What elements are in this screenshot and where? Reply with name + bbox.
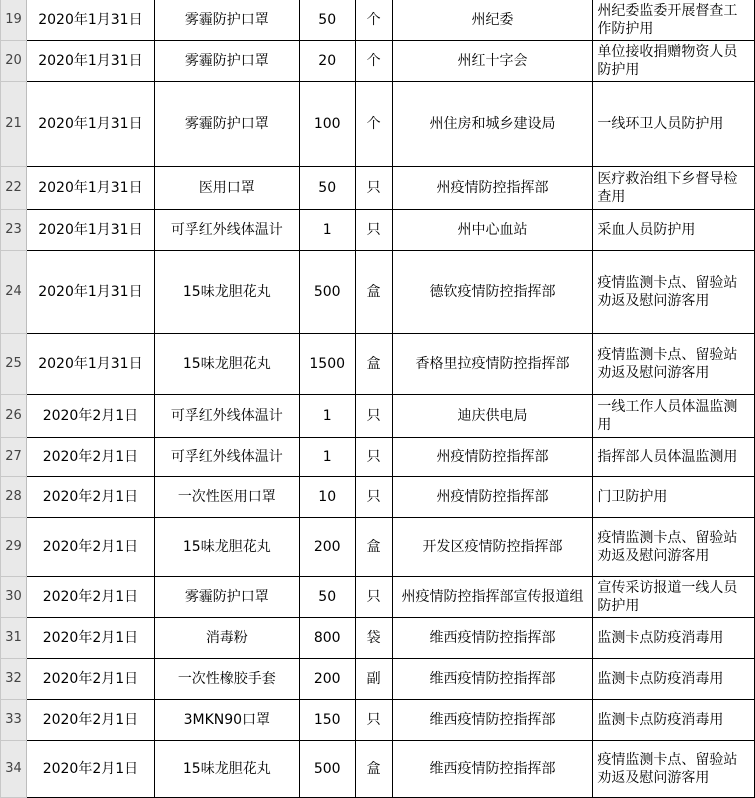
recipient-cell[interactable]: 州疫情防控指挥部 [392, 477, 593, 518]
quantity-cell[interactable]: 50 [299, 167, 355, 210]
quantity-cell[interactable]: 200 [299, 659, 355, 700]
date-cell[interactable]: 2020年1月31日 [26, 334, 154, 395]
recipient-cell[interactable]: 维西疫情防控指挥部 [392, 741, 593, 798]
date-cell[interactable]: 2020年2月1日 [26, 577, 154, 618]
recipient-cell[interactable]: 州住房和城乡建设局 [392, 82, 593, 167]
table-row [1, 82, 755, 167]
purpose-cell[interactable]: 宣传采访报道一线人员防护用 [593, 577, 755, 618]
table-row [1, 167, 755, 210]
row-number[interactable]: 19 [1, 0, 27, 41]
date-cell[interactable]: 2020年1月31日 [26, 210, 154, 251]
row-number[interactable]: 21 [1, 82, 27, 167]
unit-cell[interactable]: 副 [355, 659, 392, 700]
date-cell[interactable]: 2020年2月1日 [26, 700, 154, 741]
purpose-cell[interactable]: 监测卡点防疫消毒用 [593, 618, 755, 659]
unit-cell[interactable]: 盒 [355, 518, 392, 577]
date-cell[interactable]: 2020年1月31日 [26, 82, 154, 167]
recipient-cell[interactable]: 州疫情防控指挥部宣传报道组 [392, 577, 593, 618]
recipient-cell[interactable]: 州红十字会 [392, 41, 593, 82]
purpose-cell[interactable]: 一线环卫人员防护用 [593, 82, 755, 167]
quantity-cell[interactable]: 50 [299, 577, 355, 618]
date-cell[interactable]: 2020年1月31日 [26, 41, 154, 82]
table-row [1, 41, 755, 82]
unit-cell[interactable]: 只 [355, 438, 392, 477]
item-cell[interactable]: 雾霾防护口罩 [154, 577, 299, 618]
table-row [1, 477, 755, 518]
item-cell[interactable]: 15味龙胆花丸 [154, 741, 299, 798]
table-row [1, 700, 755, 741]
unit-cell[interactable]: 只 [355, 167, 392, 210]
unit-cell[interactable]: 盒 [355, 334, 392, 395]
date-cell[interactable]: 2020年1月31日 [26, 251, 154, 334]
recipient-cell[interactable]: 迪庆供电局 [392, 395, 593, 438]
table-row [1, 334, 755, 395]
row-number[interactable]: 32 [1, 659, 27, 700]
quantity-cell[interactable]: 1500 [299, 334, 355, 395]
row-number[interactable]: 27 [1, 438, 27, 477]
date-cell[interactable]: 2020年2月1日 [26, 395, 154, 438]
recipient-cell[interactable]: 维西疫情防控指挥部 [392, 700, 593, 741]
quantity-cell[interactable]: 1 [299, 438, 355, 477]
unit-cell[interactable]: 袋 [355, 618, 392, 659]
date-cell[interactable]: 2020年2月1日 [26, 659, 154, 700]
purpose-cell[interactable]: 指挥部人员体温监测用 [593, 438, 755, 477]
date-cell[interactable]: 2020年2月1日 [26, 618, 154, 659]
table-row [1, 251, 755, 334]
recipient-cell[interactable]: 维西疫情防控指挥部 [392, 618, 593, 659]
quantity-cell[interactable]: 1 [299, 210, 355, 251]
unit-cell[interactable]: 只 [355, 395, 392, 438]
quantity-cell[interactable]: 150 [299, 700, 355, 741]
item-cell[interactable]: 雾霾防护口罩 [154, 0, 299, 41]
quantity-cell[interactable]: 200 [299, 518, 355, 577]
recipient-cell[interactable]: 州纪委 [392, 0, 593, 41]
item-cell[interactable]: 15味龙胆花丸 [154, 334, 299, 395]
row-number[interactable]: 24 [1, 251, 27, 334]
quantity-cell[interactable]: 50 [299, 0, 355, 41]
unit-cell[interactable]: 只 [355, 477, 392, 518]
recipient-cell[interactable]: 州疫情防控指挥部 [392, 167, 593, 210]
table-row [1, 518, 755, 577]
purpose-cell[interactable]: 监测卡点防疫消毒用 [593, 700, 755, 741]
unit-cell[interactable]: 个 [355, 0, 392, 41]
item-cell[interactable]: 一次性橡胶手套 [154, 659, 299, 700]
recipient-cell[interactable]: 州疫情防控指挥部 [392, 438, 593, 477]
item-cell[interactable]: 消毒粉 [154, 618, 299, 659]
row-number[interactable]: 34 [1, 741, 27, 798]
row-number[interactable]: 30 [1, 577, 27, 618]
item-cell[interactable]: 可孚红外线体温计 [154, 395, 299, 438]
purpose-cell[interactable]: 采血人员防护用 [593, 210, 755, 251]
row-number[interactable]: 29 [1, 518, 27, 577]
row-number[interactable]: 33 [1, 700, 27, 741]
unit-cell[interactable]: 个 [355, 82, 392, 167]
purpose-cell[interactable]: 疫情监测卡点、留验站劝返及慰问游客用 [593, 251, 755, 334]
purpose-cell[interactable]: 门卫防护用 [593, 477, 755, 518]
purpose-cell[interactable]: 州纪委监委开展督查工作防护用 [593, 0, 755, 41]
unit-cell[interactable]: 只 [355, 210, 392, 251]
quantity-cell[interactable]: 20 [299, 41, 355, 82]
unit-cell[interactable]: 个 [355, 41, 392, 82]
item-cell[interactable]: 15味龙胆花丸 [154, 518, 299, 577]
table-row [1, 0, 755, 41]
row-number[interactable]: 23 [1, 210, 27, 251]
item-cell[interactable]: 15味龙胆花丸 [154, 251, 299, 334]
item-cell[interactable]: 雾霾防护口罩 [154, 82, 299, 167]
purpose-cell[interactable]: 一线工作人员体温监测用 [593, 395, 755, 438]
quantity-cell[interactable]: 500 [299, 251, 355, 334]
row-number[interactable]: 25 [1, 334, 27, 395]
table-row [1, 577, 755, 618]
table-row [1, 438, 755, 477]
purpose-cell[interactable]: 监测卡点防疫消毒用 [593, 659, 755, 700]
row-number[interactable]: 20 [1, 41, 27, 82]
recipient-cell[interactable]: 州中心血站 [392, 210, 593, 251]
row-number[interactable]: 26 [1, 395, 27, 438]
purpose-cell[interactable]: 疫情监测卡点、留验站劝返及慰问游客用 [593, 741, 755, 798]
item-cell[interactable]: 可孚红外线体温计 [154, 210, 299, 251]
date-cell[interactable]: 2020年2月1日 [26, 477, 154, 518]
unit-cell[interactable]: 只 [355, 577, 392, 618]
row-number[interactable]: 28 [1, 477, 27, 518]
quantity-cell[interactable]: 500 [299, 741, 355, 798]
table-row [1, 741, 755, 798]
item-cell[interactable]: 医用口罩 [154, 167, 299, 210]
purpose-cell[interactable]: 疫情监测卡点、留验站劝返及慰问游客用 [593, 518, 755, 577]
unit-cell[interactable]: 盒 [355, 251, 392, 334]
table-row [1, 659, 755, 700]
table-row [1, 210, 755, 251]
item-cell[interactable]: 3MKN90口罩 [154, 700, 299, 741]
unit-cell[interactable]: 盒 [355, 741, 392, 798]
recipient-cell[interactable]: 开发区疫情防控指挥部 [392, 518, 593, 577]
quantity-cell[interactable]: 100 [299, 82, 355, 167]
table-row [1, 395, 755, 438]
item-cell[interactable]: 一次性医用口罩 [154, 477, 299, 518]
date-cell[interactable]: 2020年2月1日 [26, 741, 154, 798]
purpose-cell[interactable]: 疫情监测卡点、留验站劝返及慰问游客用 [593, 334, 755, 395]
quantity-cell[interactable]: 10 [299, 477, 355, 518]
date-cell[interactable]: 2020年2月1日 [26, 518, 154, 577]
date-cell[interactable]: 2020年1月31日 [26, 167, 154, 210]
item-cell[interactable]: 可孚红外线体温计 [154, 438, 299, 477]
recipient-cell[interactable]: 香格里拉疫情防控指挥部 [392, 334, 593, 395]
item-cell[interactable]: 雾霾防护口罩 [154, 41, 299, 82]
quantity-cell[interactable]: 1 [299, 395, 355, 438]
table-row [1, 618, 755, 659]
purpose-cell[interactable]: 单位接收捐赠物资人员防护用 [593, 41, 755, 82]
row-number[interactable]: 31 [1, 618, 27, 659]
row-number[interactable]: 22 [1, 167, 27, 210]
recipient-cell[interactable]: 维西疫情防控指挥部 [392, 659, 593, 700]
purpose-cell[interactable]: 医疗救治组下乡督导检查用 [593, 167, 755, 210]
recipient-cell[interactable]: 德钦疫情防控指挥部 [392, 251, 593, 334]
date-cell[interactable]: 2020年2月1日 [26, 438, 154, 477]
unit-cell[interactable]: 只 [355, 700, 392, 741]
date-cell[interactable]: 2020年1月31日 [26, 0, 154, 41]
quantity-cell[interactable]: 800 [299, 618, 355, 659]
